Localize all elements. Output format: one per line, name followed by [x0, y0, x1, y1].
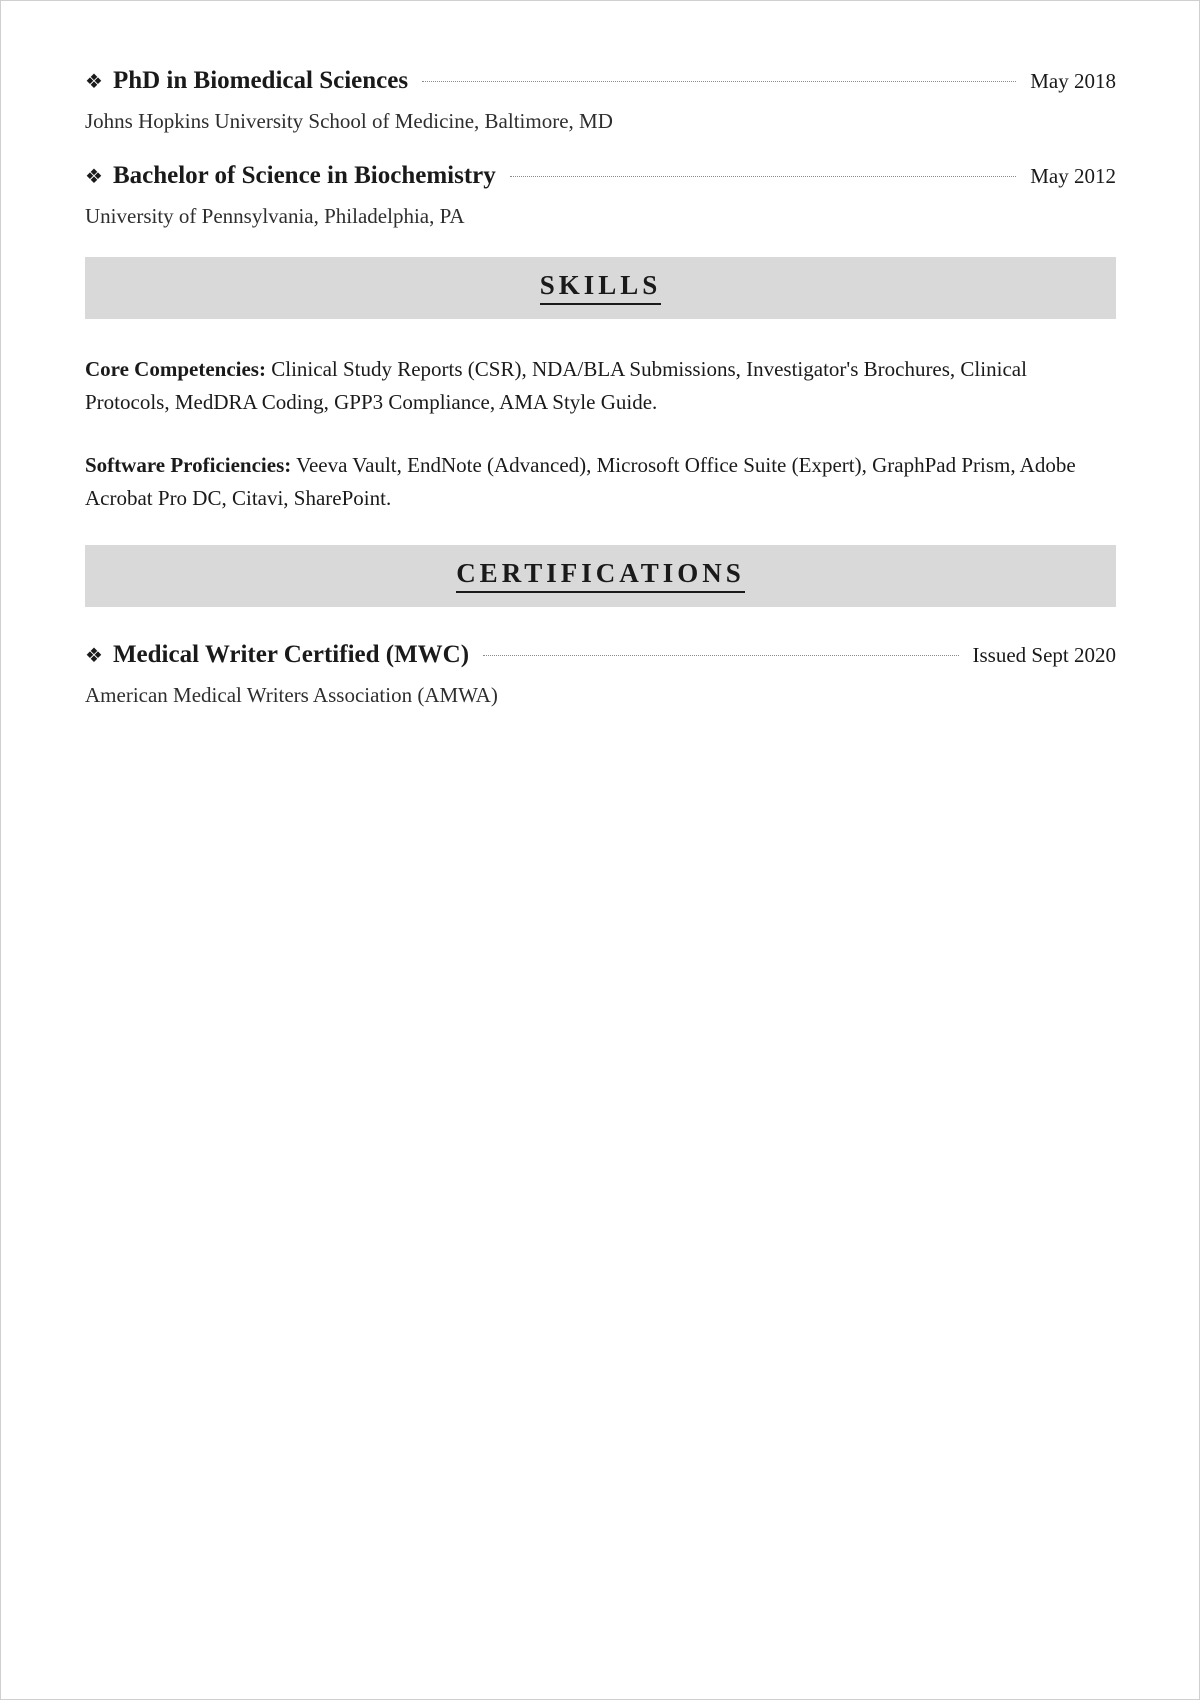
dotted-leader [483, 655, 958, 656]
diamond-bullet-icon: ❖ [85, 645, 103, 667]
certification-entry [85, 641, 1116, 708]
core-competencies-label: Core Competencies: [85, 357, 266, 381]
institution: University of Pennsylvania, Philadelphia, PA [85, 204, 465, 228]
certification-title: Medical Writer Certified (MWC) [112, 641, 470, 668]
certification-date: Issued Sept 2020 [972, 643, 1116, 667]
degree-date: May 2018 [1030, 69, 1116, 93]
certifications-heading: CERTIFICATIONS [456, 559, 745, 593]
skills-section-header [85, 257, 1116, 319]
entry-header [85, 641, 1116, 681]
degree-title: PhD in Biomedical Sciences [112, 67, 409, 94]
entry-header [85, 67, 1116, 107]
degree-title: Bachelor of Science in Biochemistry [112, 162, 496, 189]
institution: Johns Hopkins University School of Medicine, Baltimore, MD [85, 109, 613, 133]
education-entry-phd [85, 67, 1116, 134]
diamond-bullet-icon: ❖ [85, 166, 103, 188]
core-competencies [85, 353, 1116, 419]
entry-header [85, 162, 1116, 202]
education-entry-bs [85, 162, 1116, 229]
skills-heading: SKILLS [540, 271, 662, 305]
software-proficiencies-text: Veeva Vault, EndNote (Advanced), Microsoft Office Suite (Expert), GraphPad Prism, Adobe Acrobat Pro DC, Citavi, SharePoint. [85, 453, 1076, 510]
degree-date: May 2012 [1030, 164, 1116, 188]
software-proficiencies-label: Software Proficiencies: [85, 453, 292, 477]
resume-content [85, 67, 1116, 736]
software-proficiencies [85, 449, 1116, 515]
core-competencies-text: Clinical Study Reports (CSR), NDA/BLA Submissions, Investigator's Brochures, Clinical Protocols, MedDRA Coding, GPP3 Compliance, AMA Style Guide. [85, 357, 1027, 414]
certifications-section-header [85, 545, 1116, 607]
certification-issuer: American Medical Writers Association (AMWA) [85, 683, 498, 707]
dotted-leader [510, 176, 1017, 177]
diamond-bullet-icon: ❖ [85, 71, 103, 93]
dotted-leader [422, 81, 1016, 82]
